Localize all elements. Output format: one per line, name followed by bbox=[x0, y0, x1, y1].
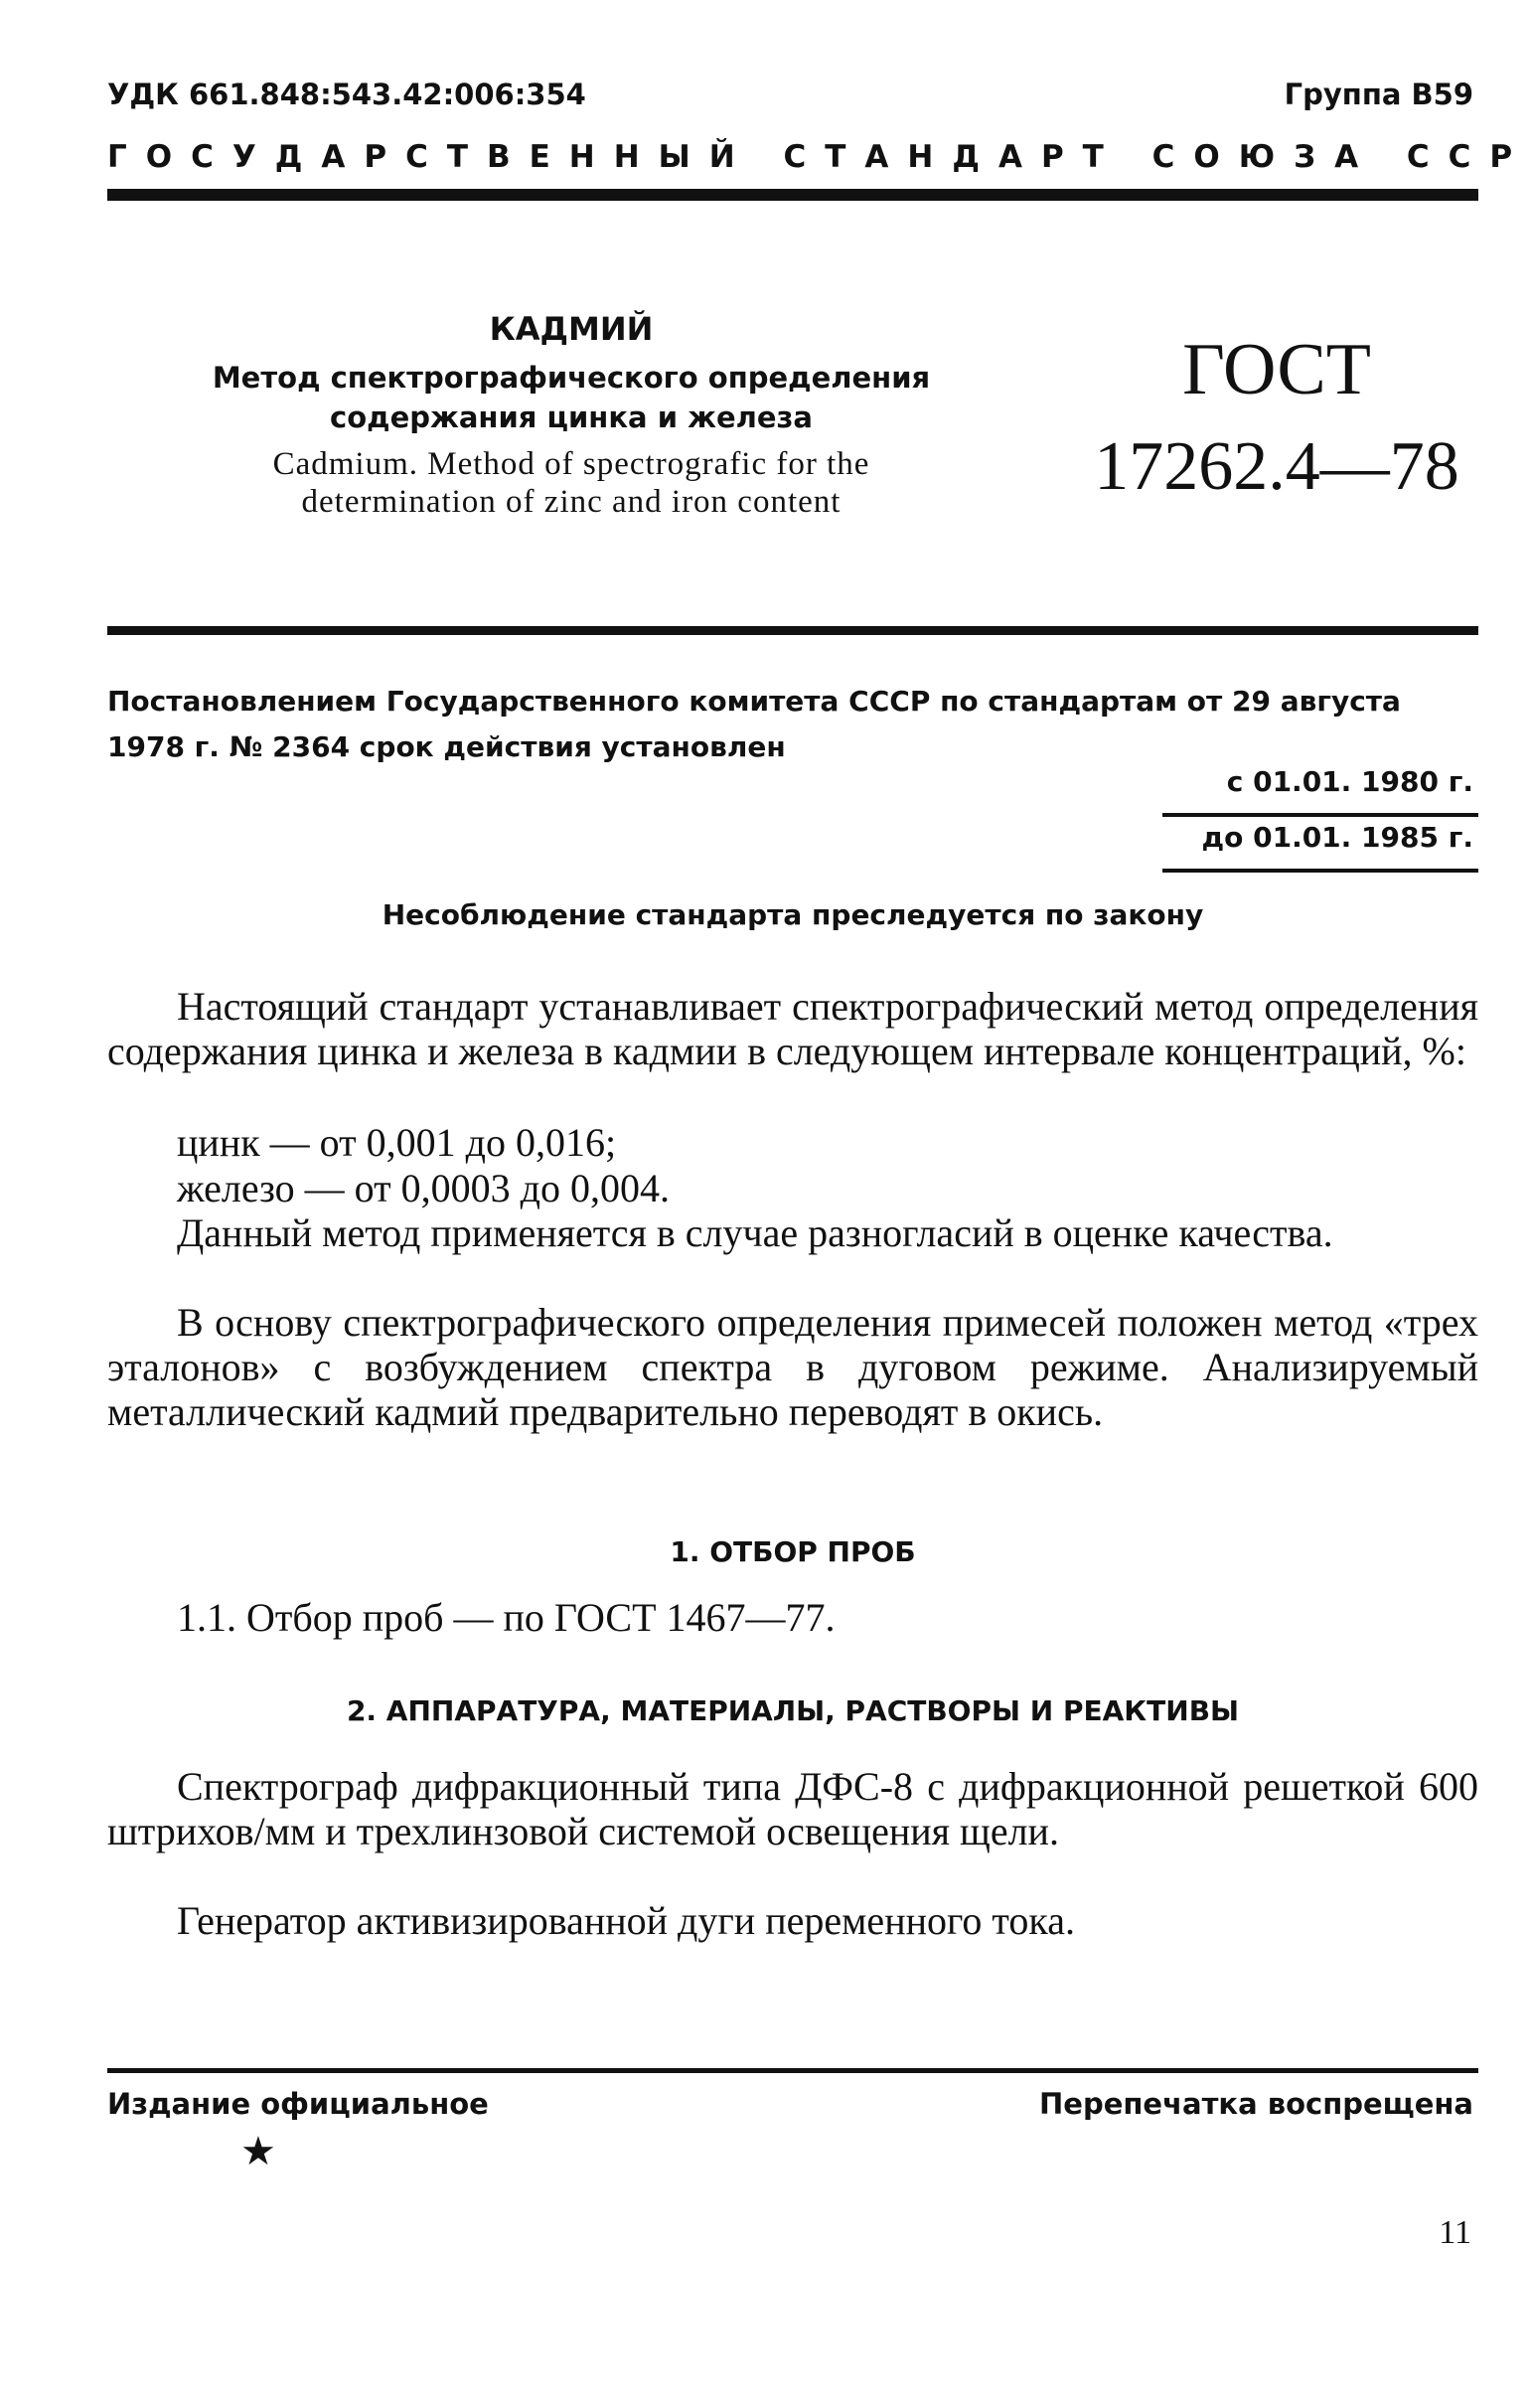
udk-code: УДК 661.848:543.42:006:354 bbox=[107, 78, 586, 111]
decree-line-1: Постановлением Государственного комитета СССР по стандартам от 29 августа bbox=[107, 685, 1401, 718]
zinc-range: цинк — от 0,001 до 0,016; bbox=[177, 1120, 617, 1165]
generator-paragraph: Генератор активизированной дуги переменного тока. bbox=[177, 1898, 1075, 1943]
standard-subtitle bbox=[204, 358, 939, 437]
section-1-item: 1.1. Отбор проб — по ГОСТ 1467—77. bbox=[177, 1595, 836, 1640]
effective-to: до 01.01. 1985 г. bbox=[1201, 821, 1473, 854]
group-code: Группа В59 bbox=[1284, 78, 1473, 111]
decree-line-2: 1978 г. № 2364 срок действия установлен bbox=[107, 730, 786, 763]
standard-title: КАДМИЙ bbox=[489, 310, 654, 348]
effective-underline bbox=[1162, 869, 1478, 873]
header-rule bbox=[107, 189, 1478, 201]
gost-number: 17262.4—78 bbox=[1094, 428, 1459, 505]
effective-divider bbox=[1162, 813, 1478, 817]
subtitle-line-2: содержания цинка и железа bbox=[330, 401, 813, 434]
english-title bbox=[204, 445, 939, 521]
state-standard-banner: ГОСУДАРСТВЕННЫЙ СТАНДАРТ СОЮЗА ССР bbox=[107, 139, 1531, 175]
star-icon: ★ bbox=[240, 2129, 276, 2174]
legal-warning: Несоблюдение стандарта преследуется по закону bbox=[382, 898, 1204, 931]
footer-rule bbox=[107, 2068, 1478, 2073]
intro-paragraph: Настоящий стандарт устанавливает спектрографический метод определения содержания цинка и железа в кадмии в следующем интервале концентраций, %: bbox=[107, 984, 1478, 1073]
title-rule bbox=[107, 626, 1478, 635]
effective-from: с 01.01. 1980 г. bbox=[1226, 765, 1473, 798]
spectrograph-paragraph: Спектрограф дифракционный типа ДФС-8 с дифракционной решеткой 600 штрихов/мм и трехлинзовой системой освещения щели. bbox=[107, 1764, 1478, 1853]
english-line-1: Cadmium. Method of spectrografic for the bbox=[272, 446, 870, 482]
decree-text bbox=[107, 679, 1478, 770]
method-basis-paragraph: В основу спектрографического определения примесей положен метод «трех эталонов» с возбуждением спектра в дуговом режиме. Анализируемый металлический кадмий предварительно переводят в окись. bbox=[107, 1300, 1478, 1434]
section-1-heading: 1. ОТБОР ПРОБ bbox=[670, 1535, 916, 1568]
method-usage-paragraph: Данный метод применяется в случае разногласий в оценке качества. bbox=[177, 1210, 1333, 1255]
english-line-2: determination of zinc and iron content bbox=[301, 484, 842, 520]
subtitle-line-1: Метод спектрографического определения bbox=[212, 361, 931, 395]
official-edition: Издание официальное bbox=[107, 2087, 489, 2121]
iron-range: железо — от 0,0003 до 0,004. bbox=[177, 1166, 670, 1210]
gost-label: ГОСТ bbox=[1182, 329, 1371, 410]
page-number: 11 bbox=[1439, 2214, 1471, 2251]
reprint-prohibited: Перепечатка воспрещена bbox=[1039, 2087, 1473, 2121]
section-2-heading: 2. АППАРАТУРА, МАТЕРИАЛЫ, РАСТВОРЫ И РЕАКТИВЫ bbox=[346, 1694, 1240, 1727]
